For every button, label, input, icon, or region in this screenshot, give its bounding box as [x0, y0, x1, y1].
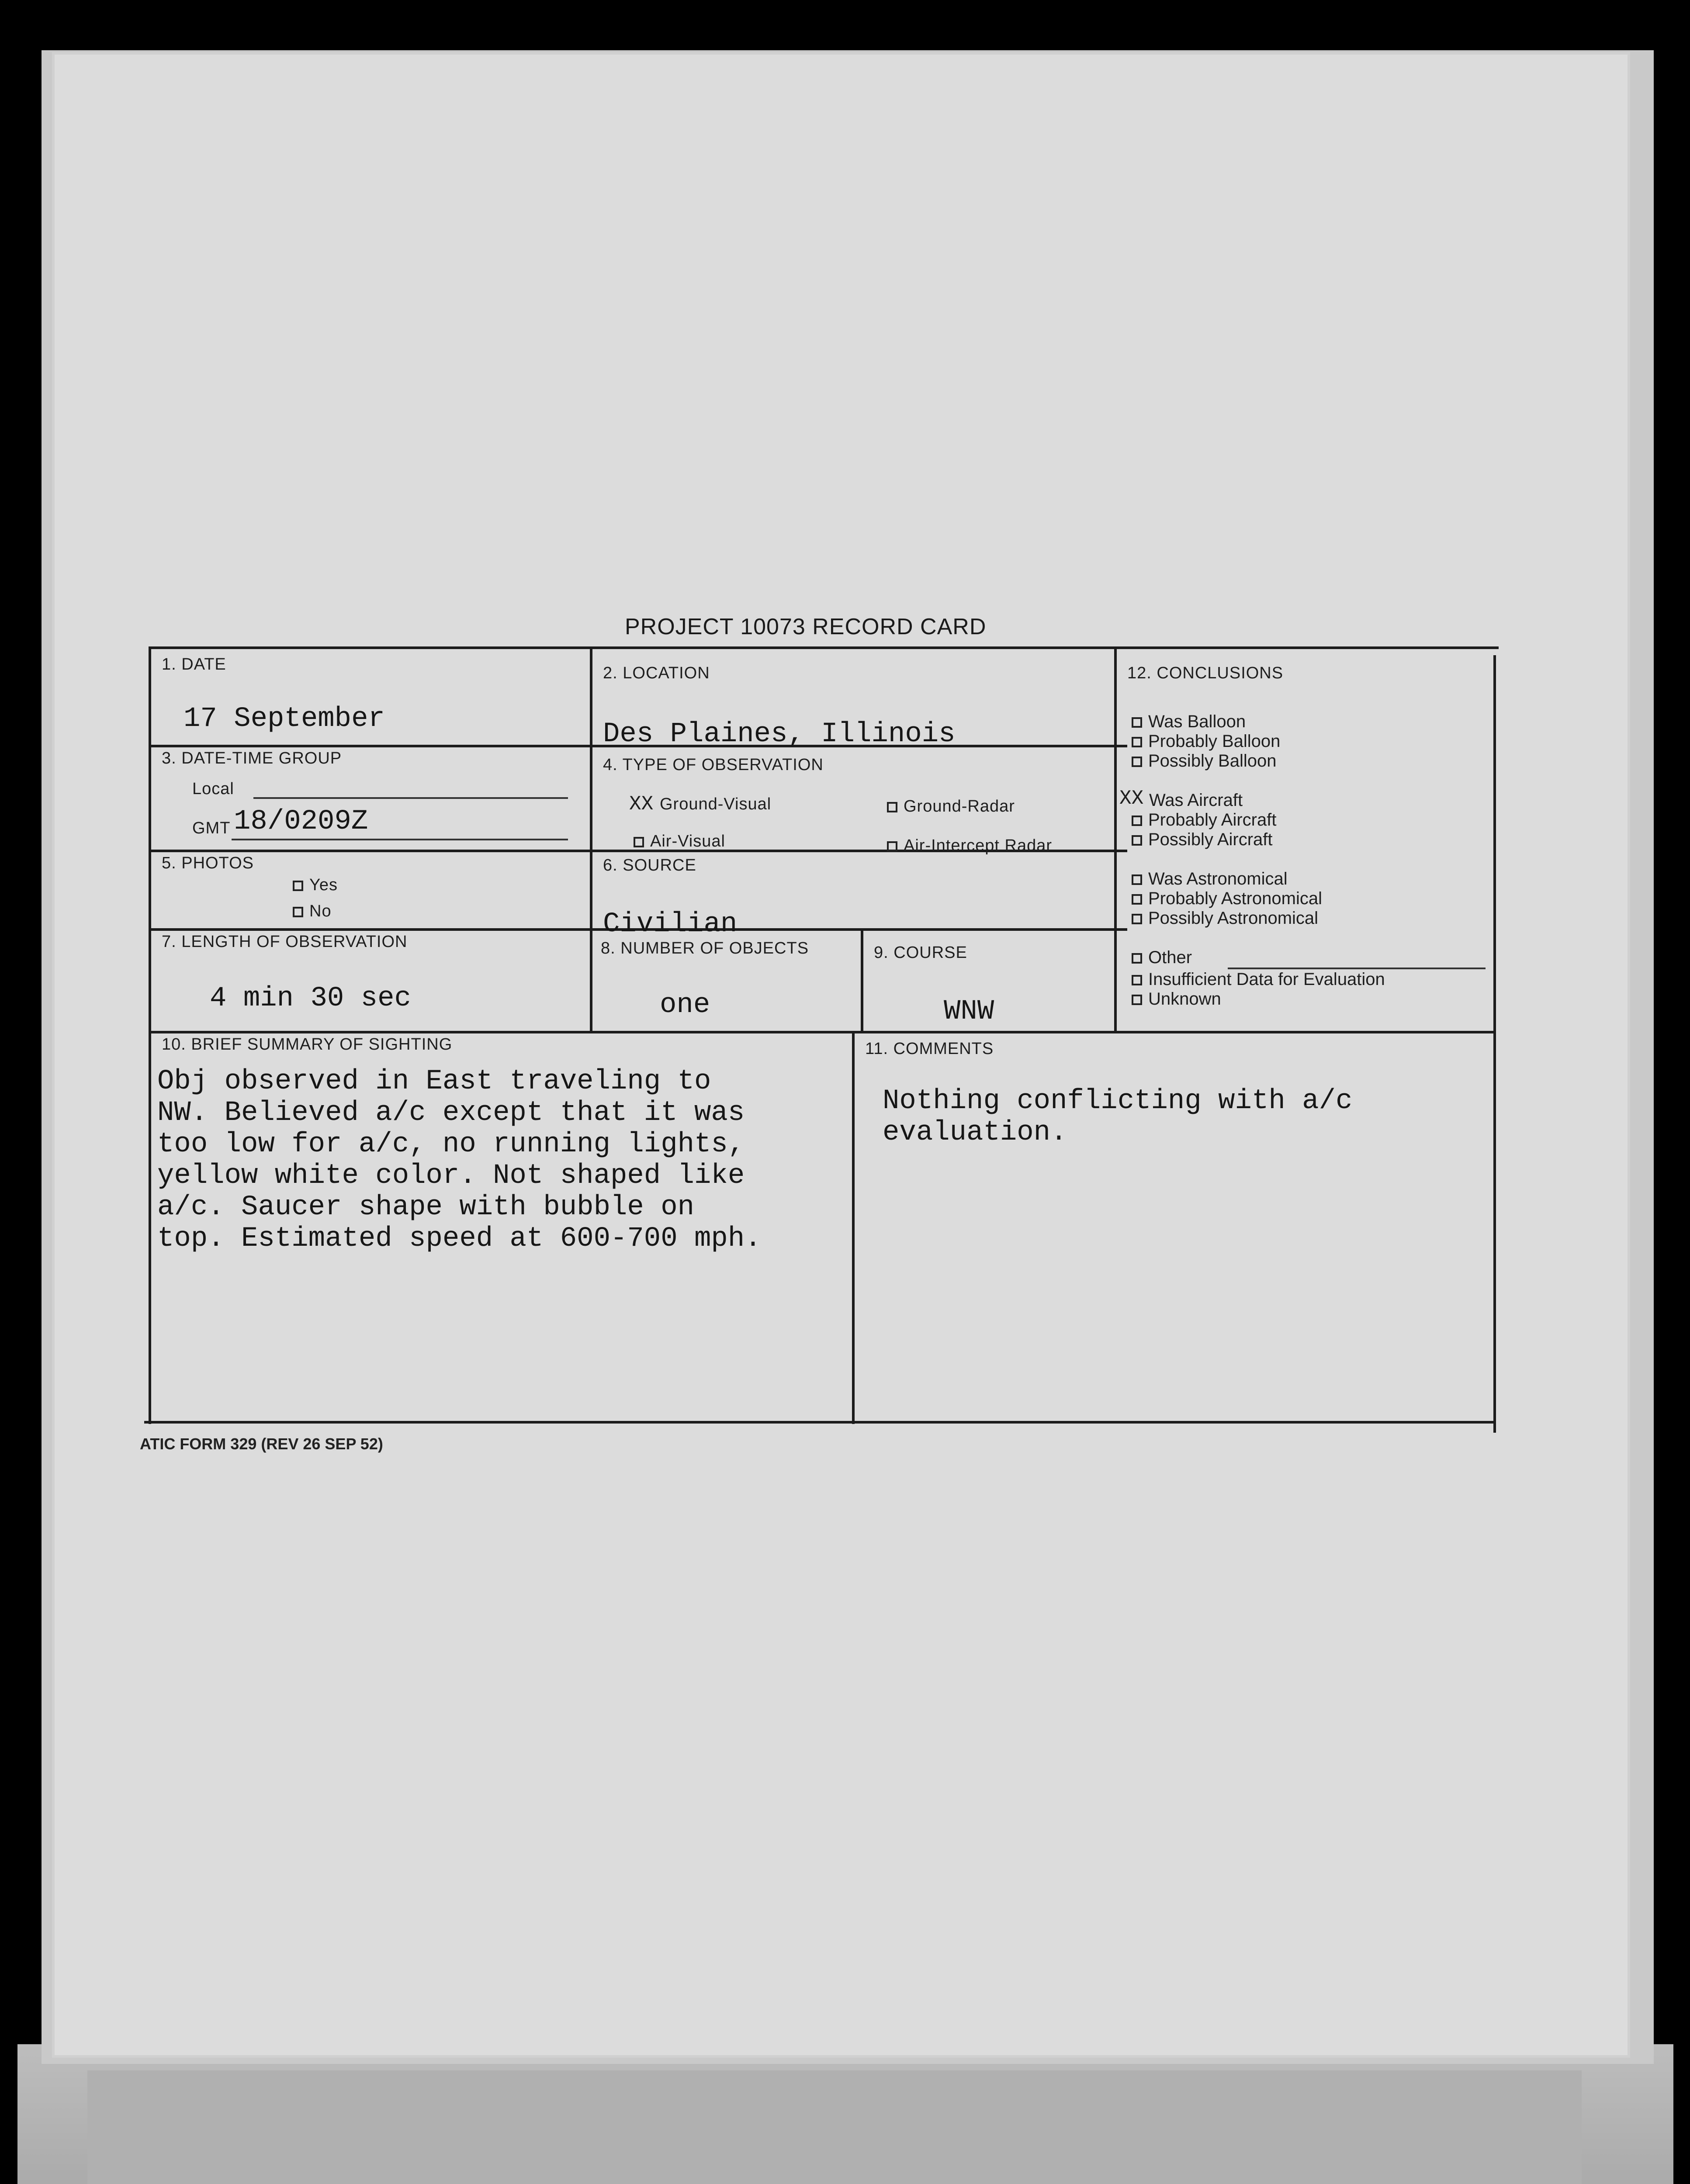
conclusion-possibly-balloon [1132, 751, 1277, 771]
source-label: 6. SOURCE [603, 856, 696, 874]
photos-no-text: No [309, 902, 332, 920]
conclusion-was-aircraft: Was Aircraft [1149, 791, 1243, 810]
summary-label: 10. BRIEF SUMMARY OF SIGHTING [162, 1035, 453, 1054]
type-obs-mark: XX [629, 793, 654, 816]
air-intercept-text: Air-Intercept Radar [904, 836, 1053, 855]
checkbox-air-intercept [887, 841, 897, 852]
conclusion-possibly-astronomical [1132, 909, 1318, 928]
summary-line: too low for a/c, no running lights, [157, 1129, 745, 1160]
course-label: 9. COURSE [874, 943, 967, 962]
comments-line: evaluation. [883, 1117, 1067, 1148]
checkbox-unknown [1132, 995, 1142, 1005]
num-objects-label: 8. NUMBER OF OBJECTS [601, 939, 809, 957]
photos-no [293, 902, 332, 921]
col-sep-3 [861, 928, 863, 1031]
conclusion-probably-balloon [1132, 732, 1280, 751]
possibly-aircraft-text: Possibly Aircraft [1148, 830, 1273, 849]
probably-aircraft-text: Probably Aircraft [1148, 810, 1277, 829]
conclusion-unknown [1132, 989, 1221, 1009]
possibly-balloon-text: Possibly Balloon [1148, 751, 1277, 771]
probably-astronomical-text: Probably Astronomical [1148, 889, 1322, 908]
possibly-astronomical-text: Possibly Astronomical [1148, 909, 1319, 928]
card-title: PROJECT 10073 RECORD CARD [625, 614, 987, 639]
summary-line: yellow white color. Not shaped like [157, 1160, 745, 1192]
checkbox-probably-aircraft [1132, 816, 1142, 826]
checkbox-insufficient-data [1132, 975, 1142, 985]
checkbox-ground-radar [887, 802, 897, 812]
checkbox-photos-no [293, 907, 303, 917]
conclusion-was-astronomical [1132, 869, 1288, 889]
card-border-bottom [144, 1421, 1494, 1424]
type-obs-label: 4. TYPE OF OBSERVATION [603, 756, 824, 774]
checkbox-was-balloon [1132, 717, 1142, 728]
was-balloon-text: Was Balloon [1148, 712, 1246, 731]
checkbox-photos-yes [293, 881, 303, 891]
dtg-label: 3. DATE-TIME GROUP [162, 749, 342, 767]
dtg-gmt-label: GMT [192, 819, 231, 837]
length-label: 7. LENGTH OF OBSERVATION [162, 933, 408, 951]
conclusion-other [1132, 948, 1192, 968]
insufficient-data-text: Insufficient Data for Evaluation [1148, 970, 1385, 989]
checkbox-air-visual [634, 837, 644, 847]
comments-label: 11. COMMENTS [865, 1040, 994, 1058]
conclusions-label: 12. CONCLUSIONS [1127, 664, 1284, 682]
film-lower-band-inner [87, 2070, 1582, 2184]
card-border-left [149, 646, 151, 1424]
probably-balloon-text: Probably Balloon [1148, 732, 1281, 751]
card-border-right [1493, 655, 1496, 1433]
was-astronomical-text: Was Astronomical [1148, 869, 1288, 888]
conclusion-probably-astronomical [1132, 889, 1322, 909]
record-card [144, 646, 1499, 1450]
ground-radar-text: Ground-Radar [904, 797, 1015, 816]
checkbox-probably-astronomical [1132, 894, 1142, 905]
location-value: Des Plaines, Illinois [603, 719, 956, 750]
type-obs-air-visual [634, 832, 725, 851]
col-sep-1 [590, 646, 592, 1031]
summary-line: Obj observed in East traveling to [157, 1066, 711, 1097]
summary-line: a/c. Saucer shape with bubble on [157, 1192, 694, 1223]
checkbox-was-astronomical [1132, 874, 1142, 885]
type-obs-ground-visual: Ground-Visual [660, 795, 772, 813]
dtg-local-label: Local [192, 780, 234, 798]
unknown-text: Unknown [1148, 989, 1221, 1009]
checkbox-possibly-astronomical [1132, 914, 1142, 924]
conclusion-insufficient-data [1132, 970, 1385, 989]
conclusion-aircraft-mark: XX [1119, 787, 1144, 810]
dtg-local-underline [253, 797, 568, 799]
date-value: 17 September [184, 703, 385, 735]
checkbox-probably-balloon [1132, 737, 1142, 747]
summary-line: top. Estimated speed at 600-700 mph. [157, 1223, 762, 1254]
form-footer: ATIC FORM 329 (REV 26 SEP 52) [140, 1435, 383, 1453]
course-value: WNW [944, 996, 994, 1027]
col-sep-4 [852, 1031, 855, 1424]
photos-yes [293, 876, 338, 895]
row-sep-4 [149, 1031, 1494, 1033]
length-value: 4 min 30 sec [210, 983, 411, 1014]
type-obs-ground-radar [887, 797, 1015, 816]
other-underline [1228, 968, 1486, 969]
card-border-top [149, 646, 1499, 649]
other-text: Other [1148, 948, 1192, 967]
conclusion-probably-aircraft [1132, 810, 1276, 830]
checkbox-possibly-balloon [1132, 757, 1142, 767]
col-sep-2 [1114, 646, 1117, 1031]
dtg-gmt-value: 18/0209Z [234, 806, 368, 837]
comments-line: Nothing conflicting with a/c [883, 1085, 1353, 1117]
type-obs-air-intercept [887, 836, 1052, 855]
photos-label: 5. PHOTOS [162, 854, 254, 872]
summary-line: NW. Believed a/c except that it was [157, 1097, 745, 1129]
checkbox-other [1132, 953, 1142, 964]
date-label: 1. DATE [162, 655, 226, 674]
location-label: 2. LOCATION [603, 664, 710, 682]
air-visual-text: Air-Visual [650, 832, 725, 850]
checkbox-possibly-aircraft [1132, 835, 1142, 846]
conclusion-possibly-aircraft [1132, 830, 1273, 850]
num-objects-value: one [660, 989, 710, 1021]
photos-yes-text: Yes [309, 876, 338, 894]
dtg-gmt-underline [232, 839, 568, 840]
source-value: Civilian [603, 909, 738, 940]
conclusion-was-balloon [1132, 712, 1246, 732]
